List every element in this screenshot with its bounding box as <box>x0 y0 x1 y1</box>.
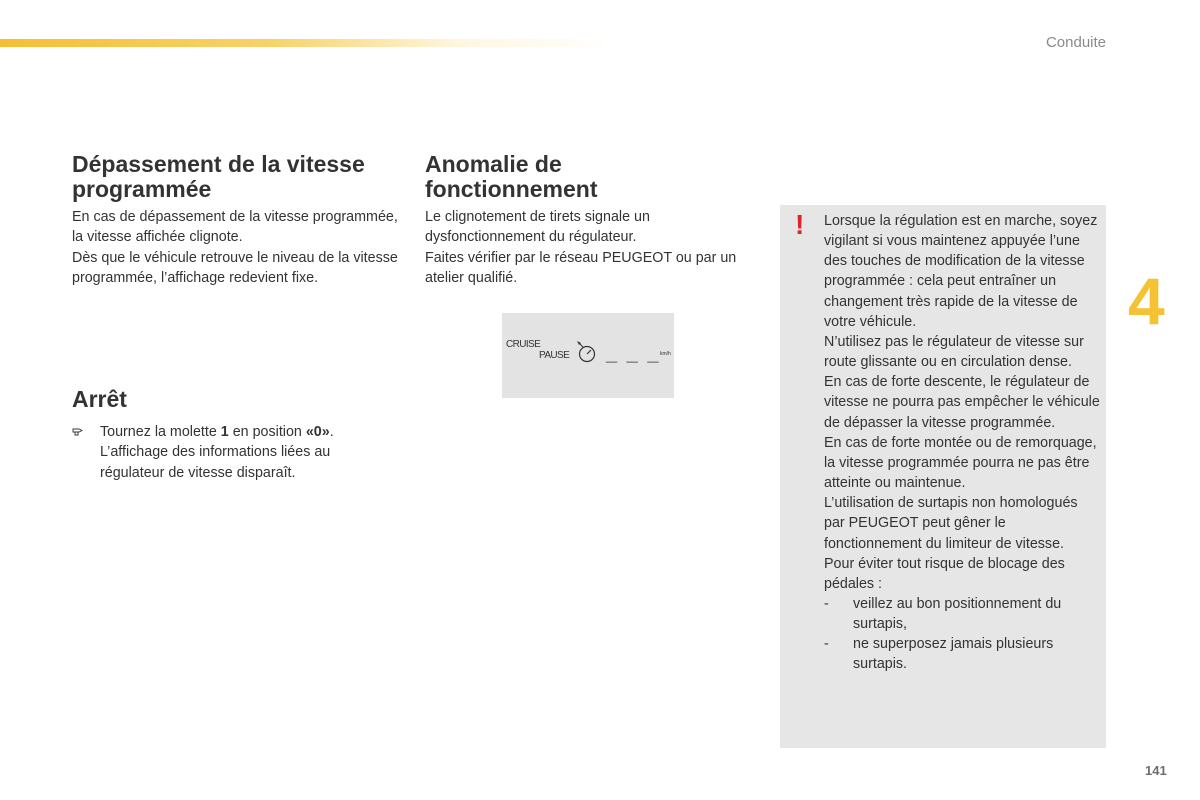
cruise-display-image <box>502 313 674 398</box>
list-dash: - <box>824 636 829 653</box>
stop-text-a: Tournez la molette <box>100 424 221 440</box>
malfunction-heading <box>425 152 755 202</box>
stop-text-e: . <box>329 424 334 440</box>
warning-paragraph: Lorsque la régulation est en marche, soyez vigilant si vous maintenez appuyée l’une des touches de modification de la vitesse programmée : cela peut entraîner un changement très rapide de la vitesse de votre véhicule. <box>824 213 1098 330</box>
malfunction-text <box>425 207 755 288</box>
warning-list <box>824 594 1102 675</box>
display-pause-label: PAUSE <box>539 350 570 361</box>
overspeed-heading-line1: Dépassement de la vitesse <box>72 151 365 177</box>
pointing-hand-icon <box>72 422 100 483</box>
malfunction-paragraph: Le clignotement de tirets signale un dysfonctionnement du régulateur. <box>425 209 650 246</box>
stop-instruction-text <box>100 422 372 483</box>
stop-wheel-number: 1 <box>220 424 229 440</box>
warning-paragraph: En cas de forte montée ou de remorquage, la vitesse programmée pourra ne pas être atteinte ou maintenue. <box>824 434 1097 492</box>
stop-instruction <box>72 422 372 483</box>
malfunction-paragraph: Faites vérifier par le réseau PEUGEOT ou par un atelier qualifié. <box>425 249 737 286</box>
list-item <box>824 594 1102 634</box>
section-title: Conduite <box>1045 34 1106 51</box>
warning-paragraph: L’utilisation de surtapis non homologués par PEUGEOT peut gêner le fonctionnement du limiteur de vitesse. <box>824 495 1078 552</box>
overspeed-heading-line2: programmée <box>72 176 212 202</box>
stop-position-value: «0» <box>305 424 330 440</box>
overspeed-paragraph: En cas de dépassement de la vitesse programmée, la vitesse affichée clignote. <box>72 209 398 246</box>
list-item <box>824 634 1102 674</box>
warning-paragraph: Pour éviter tout risque de blocage des pédales : <box>824 555 1065 592</box>
stop-text-c: en position <box>228 424 306 440</box>
malfunction-heading-line1: Anomalie de <box>425 151 562 177</box>
header-accent-bar <box>0 39 610 47</box>
display-dashes: _ _ _ <box>606 343 661 365</box>
chapter-number: 4 <box>1128 264 1165 338</box>
malfunction-heading-line2: fonctionnement <box>425 176 598 202</box>
speedometer-icon <box>573 339 599 363</box>
exclamation-icon: ! <box>795 209 805 240</box>
list-item-text: ne superposez jamais plusieurs surtapis. <box>853 636 1054 673</box>
display-cruise-label: CRUISE <box>506 339 541 350</box>
overspeed-heading <box>72 152 407 202</box>
stop-text-line2: L’affichage des informations liées au régulateur de vitesse disparaît. <box>100 444 331 481</box>
list-item-text: veillez au bon positionnement du surtapis, <box>853 595 1062 633</box>
list-dash: - <box>824 595 829 612</box>
warning-paragraph: En cas de forte descente, le régulateur de vitesse ne pourra pas empêcher le véhicule de dépasser la vitesse programmée. <box>824 374 1100 431</box>
overspeed-text <box>72 207 407 288</box>
stop-heading: Arrêt <box>72 386 127 412</box>
warning-box <box>780 205 1106 748</box>
pointing-hand-icon-svg <box>72 426 83 436</box>
display-unit: km/h <box>660 351 671 357</box>
overspeed-paragraph: Dès que le véhicule retrouve le niveau de la vitesse programmée, l’affichage redevient fixe. <box>72 249 398 286</box>
warning-paragraph: N’utilisez pas le régulateur de vitesse sur route glissante ou en circulation dense. <box>824 333 1084 371</box>
warning-text <box>824 211 1102 675</box>
page-number: 141 <box>1145 763 1167 778</box>
